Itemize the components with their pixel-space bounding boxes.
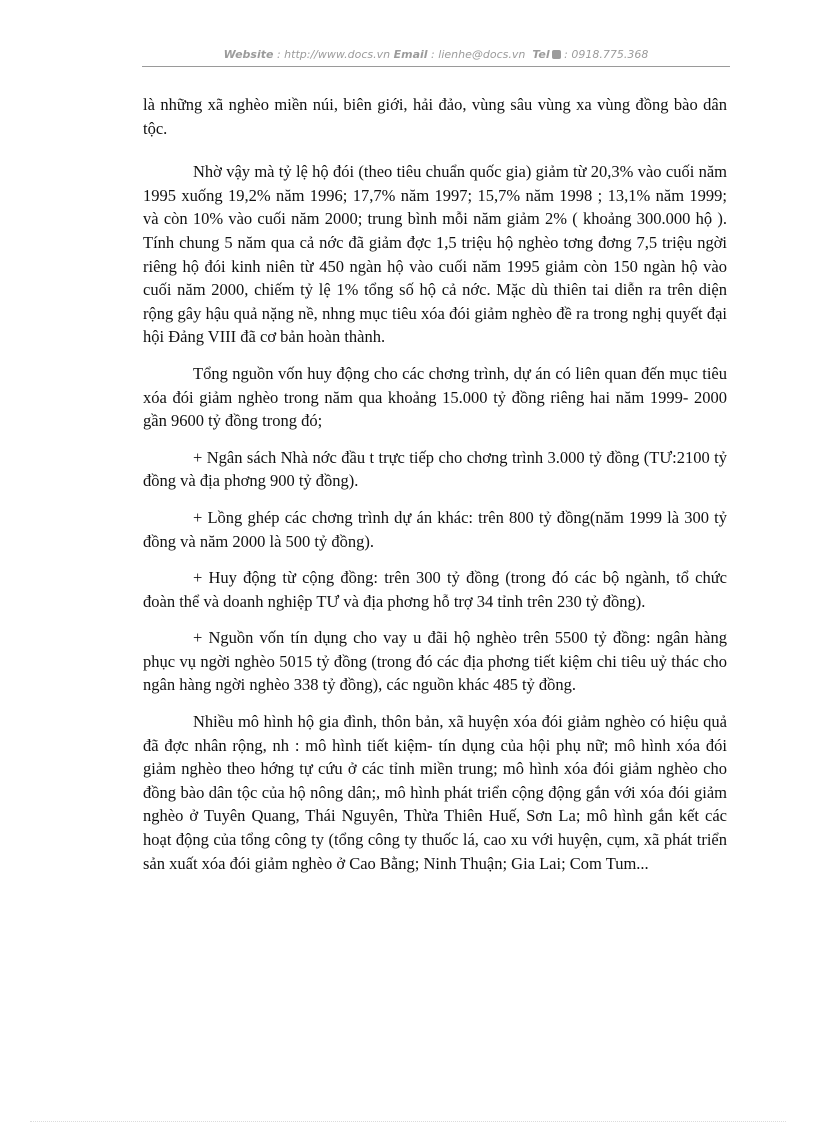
website-separator: : — [273, 48, 285, 61]
phone-icon — [552, 50, 561, 59]
page-header — [142, 46, 730, 67]
email-address[interactable]: lienhe@docs.vn — [438, 48, 526, 61]
footer-divider — [30, 1121, 786, 1122]
paragraph-total-funding: Tổng nguồn vốn huy động cho các chơng trình, dự án có liên quan đến mục tiêu xóa đói giảm nghèo trong năm qua khoảng 15.000 tỷ đồng riêng hai năm 1999- 2000 gần 9600 tỷ đồng trong đó; — [143, 363, 727, 431]
list-item-credit-capital: + Nguồn vốn tín dụng cho vay u đãi hộ nghèo trên 5500 tỷ đồng: ngân hàng phục vụ ngời nghèo 5015 tỷ đồng (trong đó các địa phơng tiết kiệm chi tiêu uỷ thác cho ngân hàng ngời nghèo 338 tỷ đồng), các nguồn khác 485 tỷ đồng. — [143, 628, 727, 695]
tel-label: Tel — [532, 48, 550, 61]
list-item-state-budget: + Ngân sách Nhà nớc đầu t trực tiếp cho chơng trình 3.000 tỷ đồng (TƯ:2100 tỷ đồng và địa phơng 900 tỷ đồng). — [143, 447, 727, 491]
paragraph-continuation: là những xã nghèo miền núi, biên giới, hải đảo, vùng sâu vùng xa vùng đồng bào dân tộc. — [143, 95, 727, 138]
email-label: Email — [393, 48, 428, 61]
paragraph-poverty-rate: Nhờ vậy mà tỷ lệ hộ đói (theo tiêu chuẩn quốc gia) giảm từ 20,3% vào cuối năm 1995 xuống 19,2% năm 1996; 17,7% năm 1997; 15,7% năm 1998 ; 13,1% năm 1999; và còn 10% vào cuối năm 2000; trung bình mỗi năm giảm 2% ( khoảng 300.000 hộ ). Tính chung 5 năm qua cả nớc đã giảm đợc 1,5 triệu hộ nghèo tơng đơng 7,5 triệu ngời riêng hộ đói kinh niên từ 450 ngàn hộ vào cuối năm 1995 giảm còn 150 ngàn hộ vào cuối năm 2000, chiếm tỷ lệ 1% tổng số hộ cả nớc. Mặc dù thiên tai diễn ra trên diện rộng gây hậu quả nặng nề, nhng mục tiêu xóa đói giảm nghèo đề ra trong nghị quyết đại hội Đảng VIII đã cơ bản hoàn thành. — [143, 162, 727, 347]
tel-separator: : — [560, 48, 572, 61]
list-item-integrated-programs: + Lồng ghép các chơng trình dự án khác: trên 800 tỷ đồng(năm 1999 là 300 tỷ đồng và năm 2000 là 500 tỷ đồng). — [143, 507, 727, 551]
tel-number[interactable]: 0918.775.368 — [571, 48, 649, 61]
list-item-community-mobilization: + Huy động từ cộng đồng: trên 300 tỷ đồng (trong đó các bộ ngành, tổ chức đoàn thể và doanh nghiệp TƯ và địa phơng hỗ trợ 34 tỉnh trên 230 tỷ đồng). — [143, 568, 727, 611]
website-label: Website — [223, 48, 274, 61]
email-separator: : — [427, 48, 439, 61]
paragraph-models: Nhiều mô hình hộ gia đình, thôn bản, xã huyện xóa đói giảm nghèo có hiệu quả đã đợc nhân rộng, nh : mô hình tiết kiệm- tín dụng của hội phụ nữ; mô hình xóa đói giảm nghèo theo hớng tự cứu ở các tỉnh miền trung; mô hình xóa đói giảm nghèo cho đồng bào dân tộc của hộ nông dân;, mô hình phát triển cộng động gắn với xóa đói giảm nghèo ở Tuyên Quang, Thái Nguyên, Thừa Thiên Huế, Sơn La; mô hình gắn kết các hoạt động của tổng công ty (tổng công ty thuốc lá, cao xu với huyện, cụm, xã phát triển sản xuất xóa đói giảm nghèo ở Cao Bằng; Ninh Thuận; Gia Lai; Com Tum... — [143, 712, 727, 873]
document-body — [143, 93, 727, 888]
website-url[interactable]: http://www.docs.vn — [284, 48, 391, 61]
